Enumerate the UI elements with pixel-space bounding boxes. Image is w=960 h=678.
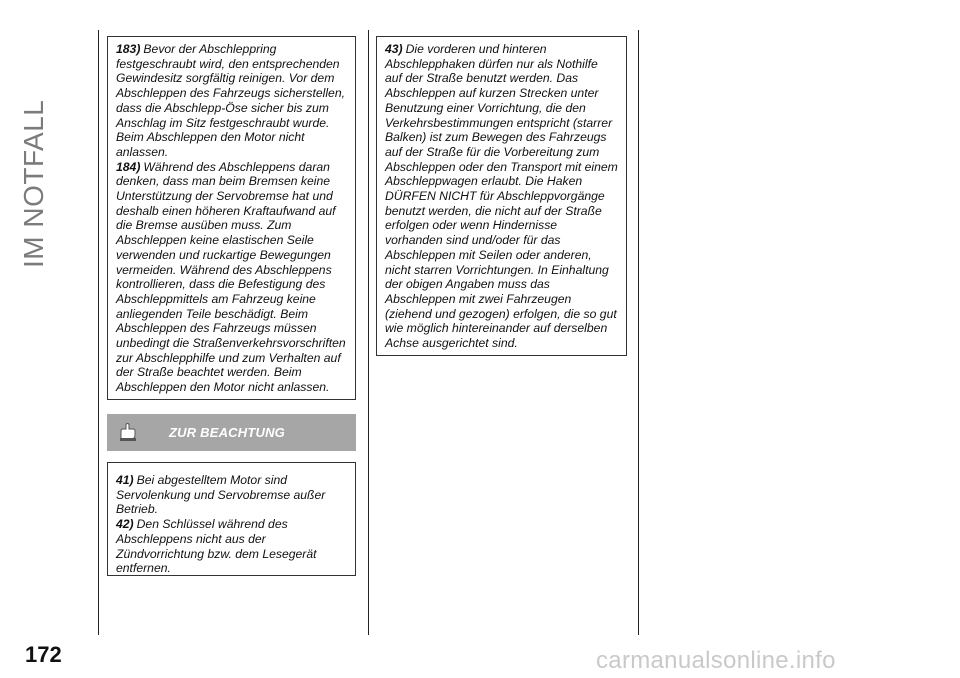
hand-pointing-icon [117, 421, 139, 443]
note-text: Während des Abschleppens daran denken, dass man beim Bremsen keine Unterstützung der Servobremse hat und deshalb einen höheren Kraftaufwand auf die Bremse ausüben muss. Zum Abschleppen keine elastischen Seile verwenden und ruckartige Bewegungen vermeiden. Während des Abschleppens kontrollieren, dass die Befestigung des Abschleppmittels am Fahrzeug keine anliegenden Teile beschädigt. Beim Abschleppen des Fahrzeugs müssen unbedingt die Straßenverkehrsvorschriften zur Abschlepphilfe und zum Verhalten auf der Straße beachtet werden. Beim Abschleppen den Motor nicht anlassen. [116, 159, 346, 395]
note-43 [385, 42, 618, 351]
note-number: 42) [116, 517, 134, 532]
warning-banner [107, 414, 356, 451]
watermark: carmanualsonline.info [596, 647, 836, 674]
warning-title: ZUR BEACHTUNG [169, 425, 285, 440]
note-text: Den Schlüssel während des Abschleppens nicht aus der Zündvorrichtung bzw. dem Lesegerät entfernen. [116, 517, 317, 576]
column-divider-right [638, 30, 639, 635]
note-text: Die vorderen und hinteren Abschlepphaken dürfen nur als Nothilfe auf der Straße benutzt werden. Das Abschleppen auf kurzen Strecken unter Benutzung einer Vorrichtung, die den Verkehrsbestimmungen entspricht (starrer Balken) ist zum Bewegen des Fahrzeugs auf der Straße für die Vorbereitung zum Abschleppen oder den Transport mit einem Abschleppwagen erlaubt. Die Haken DÜRFEN NICHT für Abschleppvorgänge benutzt werden, die nicht auf der Straße erfolgen oder wenn Hindernisse vorhanden sind und/oder für das Abschleppen mit Seilen oder anderen, nicht starren Vorrichtungen. In Einhaltung der obigen Angaben muss das Abschleppen mit zwei Fahrzeugen (ziehend und gezogen) erfolgen, die so gut wie möglich hintereinander auf derselben Achse ausgerichtet sind. [385, 42, 618, 351]
notes-box-41-42 [107, 462, 356, 576]
column-divider-left [98, 30, 99, 635]
note-42 [116, 517, 347, 576]
note-text: Bei abgestelltem Motor sind Servolenkung und Servobremse außer Betrieb. [116, 473, 326, 517]
note-number: 41) [116, 473, 134, 487]
note-number: 43) [385, 42, 403, 56]
section-title: IM NOTFALL [18, 99, 49, 268]
page-number: 172 [25, 642, 62, 667]
note-41 [116, 473, 347, 517]
note-number: 183) [116, 42, 141, 56]
column-divider-middle [368, 30, 369, 635]
note-184 [116, 160, 347, 395]
notes-box-183-184 [107, 36, 356, 400]
note-183 [116, 42, 347, 160]
note-text: Bevor der Abschleppring festgeschraubt wird, den entsprechenden Gewindesitz sorgfältig reinigen. Vor dem Abschleppen des Fahrzeugs sicherstellen, dass die Abschlepp-Öse sicher bis zum Anschlag im Sitz festgeschraubt wurde. Beim Abschleppen den Motor nicht anlassen. [116, 42, 345, 159]
note-number: 184) [116, 159, 141, 174]
notes-box-43 [376, 36, 627, 356]
